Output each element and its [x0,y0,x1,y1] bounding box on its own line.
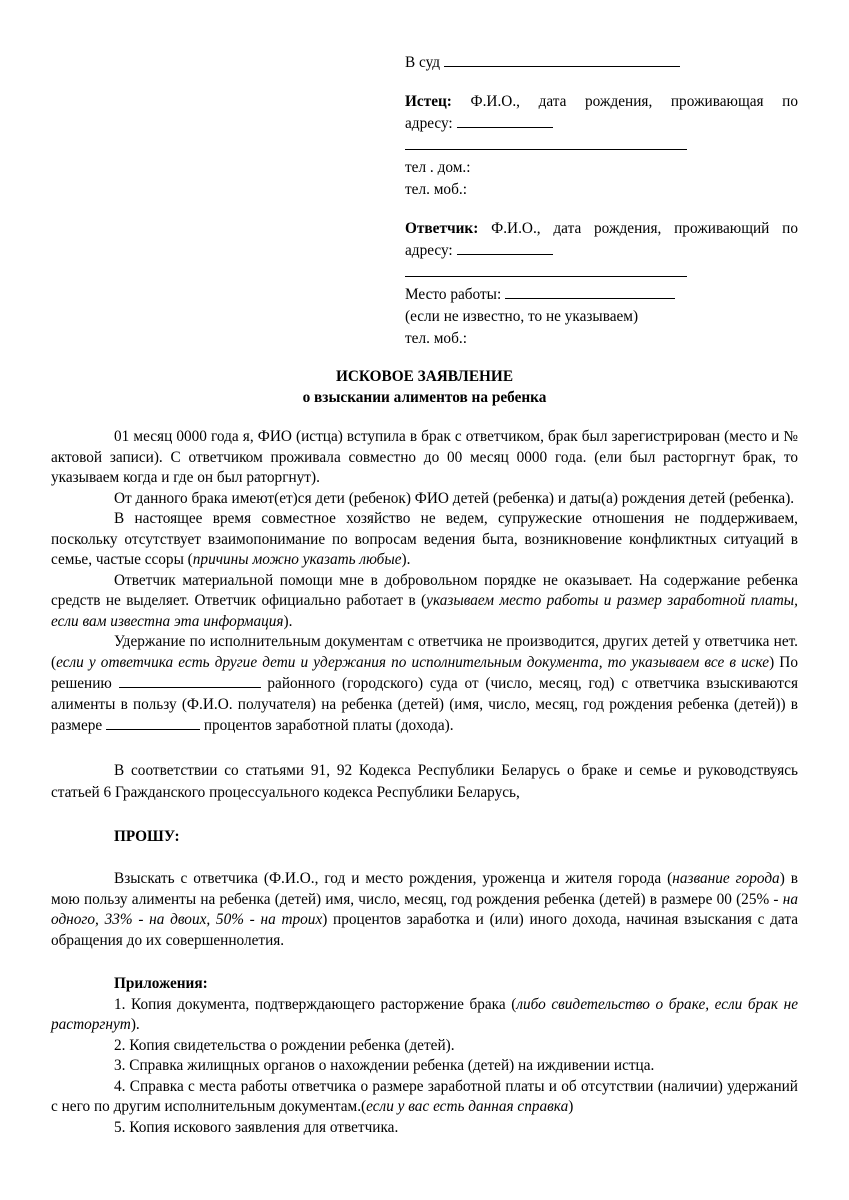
a4-text: 4. Справка с места работы ответчика о размере заработной платы и об отсутствии (наличии) удержаний с него по другим исполнительным документам.( [51,1077,798,1115]
p3-italic: причины можно указать любые [192,551,402,568]
defendant-address-label: адресу: [405,242,453,259]
defendant-work-line [405,284,798,306]
a1-end: ). [130,1016,140,1033]
plaintiff-label: Истец: [405,93,452,110]
attachment-2: 2. Копия свидетельства о рождении ребенка (детей). [114,1036,455,1054]
attachment-5: 5. Копия искового заявления для ответчика. [114,1118,399,1136]
a1-italic: либо свидетельство о браке, если брак не расторгнут [51,995,798,1033]
paragraph-support [51,571,798,633]
document-body [51,427,798,1138]
title-sub: о взыскании алиментов на ребенка [302,389,547,406]
p5-text: Удержание по исполнительным документам с ответчика не производится, других детей у ответчика нет. ( [51,633,798,671]
p7-italic-percent: на одного, 33% - на двоих, 50% - на троих [51,890,798,928]
p5-court: районного (городского) суда от (число, месяц, год) с ответчика взыскиваются алименты в пользу (Ф.И.О. получателя) на ребенка (детей) (имя, число, месяц, год рождения ребенка (детей)) в размере [51,675,798,734]
p7-italic-city: название города [672,870,780,887]
defendant-line [405,218,798,240]
plaintiff-text: Ф.И.О., дата рождения, проживающая по [470,93,798,110]
attachment-4 [51,1077,798,1118]
p5-end: процентов заработной платы (дохода). [203,717,454,734]
plaintiff-phone-mob: тел. моб.: [405,181,467,198]
defendant-label: Ответчик: [405,220,479,237]
plaintiff-line [405,91,798,113]
p5-italic: если у ответчика есть другие дети и удержания по исполнительным документа, то указываем все в иске [56,653,770,671]
defendant-work-label: Место работы: [405,286,502,303]
p3-end: ). [401,551,411,568]
a1-text: 1. Копия документа, подтверждающего расторжение брака ( [114,995,517,1013]
a4-end: ) [568,1098,574,1115]
header-block [405,52,798,350]
defendant-address-blank-2 [405,262,687,277]
attachment-1 [51,995,798,1036]
paragraph-request [51,869,798,951]
p7-end: ) процентов заработка и (или) иного дохода, начиная взыскания с дата обращения до их совершеннолетия. [51,911,798,949]
decision-blank [119,673,261,688]
title-main: ИСКОВОЕ ЗАЯВЛЕНИЕ [335,368,514,385]
document-title [0,366,849,408]
attachments-heading: Приложения: [114,975,208,992]
paragraph-relations [51,509,798,571]
p4-text: Ответчик материальной помощи мне в добровольном порядке не оказывает. На содержание ребенка средств не выделяет. Ответчик официально работает в ( [51,571,798,609]
defendant-address-line-2 [405,262,798,284]
p4-italic: указываем место работы и размер заработной платы, если вам известна эта информация [51,592,798,630]
p7-text: Взыскать с ответчика (Ф.И.О., год и место рождения, уроженца и жителя города ( [114,870,673,887]
plaintiff-address-line [405,113,798,135]
p7-middle: ) в мою пользу алименты на ребенка (детей) имя, число, месяц, год рождения ребенка (детей) в размере 00 (25% - [51,870,798,908]
a4-italic: если у вас есть данная справка [366,1098,569,1115]
plaintiff-address-label: адресу: [405,115,453,132]
plaintiff-address-line-2 [405,135,798,157]
paragraph-legal-basis: В соответствии со статьями 91, 92 Кодекса Республики Беларусь о браке и семье и руководствуясь статьей 6 Гражданского процессуального кодекса Республики Беларусь, [51,761,798,801]
defendant-phone-mob: тел. моб.: [405,330,467,347]
defendant-work-note: (если не известно, то не указываем) [405,308,639,325]
paragraph-deductions [51,632,798,737]
percent-blank [106,715,200,730]
defendant-address-blank [457,240,553,255]
paragraph-children: От данного брака имеют(ет)ся дети (ребенок) ФИО детей (ребенка) и даты(а) рождения детей (ребенка). [114,489,795,507]
p5-decision: ) По решению [51,653,798,692]
defendant-text: Ф.И.О., дата рождения, проживающий по [491,220,798,237]
court-blank [444,52,680,67]
p4-end: ). [283,612,293,630]
attachment-3: 3. Справка жилищных органов о нахождении ребенка (детей) на иждивении истца. [114,1057,655,1074]
paragraph-marriage: 01 месяц 0000 года я, ФИО (истца) вступила в брак с ответчиком, брак был зарегистрирован (место и № актовой записи). С ответчиком проживала совместно до 00 месяц 0000 года. (ели был расторгнут брак, то указываем когда и где он был раторгнут). [51,428,798,486]
court-label: В суд [405,54,441,71]
plaintiff-phone-home: тел . дом.: [405,159,471,176]
plaintiff-address-blank [457,113,553,128]
court-line [405,52,798,74]
p3-text: В настоящее время совместное хозяйство не ведем, супружеские отношения не поддерживаем, поскольку отсутствует взаимопонимание по вопросам ведения быта, возникновение конфликтных ситуаций в семье, частые ссоры ( [51,510,798,568]
plaintiff-address-blank-2 [405,135,687,150]
defendant-work-blank [505,284,675,299]
defendant-address-line [405,240,798,262]
request-heading: ПРОШУ: [114,827,180,845]
